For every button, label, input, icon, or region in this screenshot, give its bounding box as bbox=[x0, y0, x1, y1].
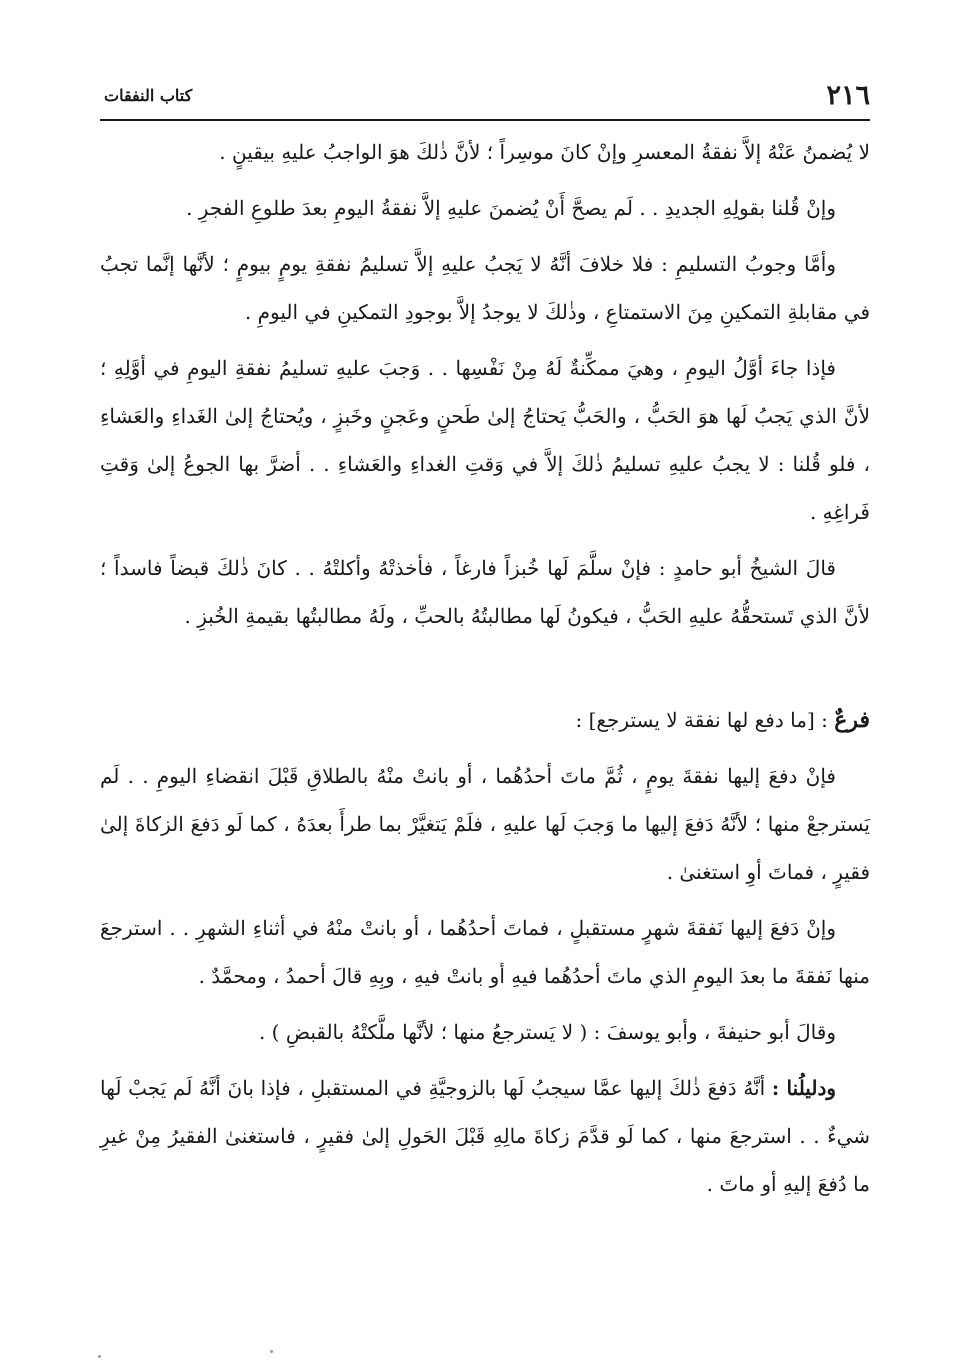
running-title: كتاب النفقات bbox=[104, 86, 193, 105]
page-number: ٢١٦ bbox=[826, 80, 870, 111]
paragraph: وإنْ قُلنا بقولِهِ الجديدِ . . لَم يصحَّ أَنْ يُضمنَ عليهِ إلاَّ نفقةُ اليومِ بعدَ طلوعِ الفجرِ . bbox=[186, 196, 836, 220]
paragraph: وإنْ دَفعَ إليها نَفقةَ شهرٍ مستقبلٍ ، فماتَ أحدُهُما ، أو بانتْ منْهُ في أثناءِ الشهرِ . . استرجعَ منها نَفقةَ ما بعدَ اليومِ الذي ماتَ أحدُهُما فيهِ أو بانتْ فيهِ ، وبِهِ قالَ أحمدُ ، ومحمَّدٌ . bbox=[100, 916, 870, 988]
paragraph: وأمَّا وجوبُ التسليمِ : فلا خلافَ أنَّهُ لا يَجبُ عليهِ إلاَّ تسليمُ نفقةِ يومٍ بيومٍ ؛ لأنَّها إنَّما تجبُ في مقابلةِ التمكينِ مِنَ الاستمتاعِ ، وذٰلكَ لا يوجدُ إلاَّ بوجودِ التمكينِ في اليومِ . bbox=[100, 252, 870, 324]
header-rule bbox=[100, 119, 870, 121]
paragraph: وقالَ أبو حنيفةَ ، وأبو يوسفَ : ( لا يَسترجعُ منها ؛ لأنَّها ملَّكتْهُ بالقبضِ ) . bbox=[258, 1020, 836, 1044]
proof-text: أنَّهُ دَفعَ ذٰلكَ إليها عمَّا سيجبُ لَها بالزوجيَّةِ في المستقبلِ ، فإذا بانَ أنَّهُ لَم يَجبْ لَها شيءٌ . . استرجعَ منها ، كما لَو قدَّمَ زكاةَ مالِهِ قَبْلَ الحَولِ إلىٰ فقيرٍ ، فاستغنىٰ الفقيرُ مِنْ غيرِ ما دُفعَ إليهِ أو ماتَ . bbox=[100, 1076, 870, 1196]
branch-title: : [ما دفع لها نفقة لا يسترجع] : bbox=[575, 708, 828, 732]
paragraph: فإنْ دفعَ إليها نفقةَ يومٍ ، ثُمَّ ماتَ أحدُهُما ، أو بانتْ منْهُ بالطلاقِ قَبْلَ انقضاءِ اليومِ . . لَم يَسترجعْ منها ؛ لأنَّهُ دَفعَ إليها ما وَجبَ لَها عليهِ ، فلَمْ يَتغيَّرْ بما طرأَ بعدَهُ ، كما لَو دَفعَ الزكاةَ إلىٰ فقيرٍ ، فماتَ أوِ استغنىٰ . bbox=[100, 764, 870, 884]
branch-label: فرعٌ bbox=[834, 707, 870, 733]
main-text bbox=[100, 128, 870, 1216]
paragraph: لا يُضمنُ عَنْهُ إلاَّ نفقةُ المعسرِ وإنْ كانَ موسِراً ؛ لأنَّ ذٰلكَ هوَ الواجبُ عليهِ بيقينٍ . bbox=[219, 140, 870, 164]
branch-heading bbox=[100, 696, 870, 744]
page-header bbox=[100, 80, 870, 116]
paragraph bbox=[100, 1064, 870, 1208]
scan-speck bbox=[98, 1355, 101, 1358]
paragraph: فإذا جاءَ أوَّلُ اليومِ ، وهيَ ممكِّنةٌ لَهُ مِنْ نَفْسِها . . وَجبَ عليهِ تسليمُ نفقةِ اليومِ في أوَّلِهِ ؛ لأنَّ الذي يَجبُ لَها هوَ الحَبُّ ، والحَبُّ يَحتاجُ إلىٰ طَحنٍ وعَجنٍ وخَبزٍ ، ويُحتاجُ إلىٰ الغَداءِ والعَشاءِ ، فلو قُلنا : لا يجبُ عليهِ تسليمُ ذٰلكَ إلاَّ في وَقتِ الغداءِ والعَشاءِ . . أضرَّ بها الجوعُ إلىٰ وَقتِ فَراغِهِ . bbox=[100, 356, 870, 524]
section-gap bbox=[100, 648, 870, 696]
scan-speck bbox=[270, 1350, 273, 1353]
proof-label: ودليلُنا : bbox=[771, 1076, 837, 1100]
paragraph: قالَ الشيخُ أبو حامدٍ : فإنْ سلَّمَ لَها خُبزاً فارغاً ، فأخذتْهُ وأكلتْهُ . . كانَ ذٰلكَ قبضاً فاسداً ؛ لأنَّ الذي تَستحقُّهُ عليهِ الحَبُّ ، فيكونُ لَها مطالبتُهُ بالحبِّ ، ولَهُ مطالبتُها بقيمةِ الخُبزِ . bbox=[100, 556, 870, 628]
